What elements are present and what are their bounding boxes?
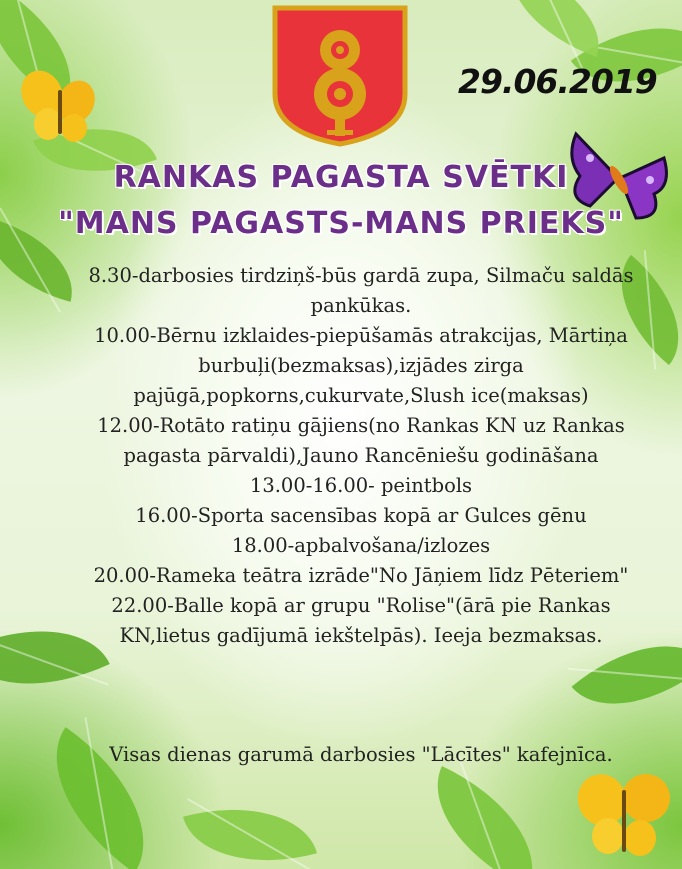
event-date: 29.06.2019 <box>458 62 657 101</box>
program-item: 8.30-darbosies tirdziņš-būs gardā zupa, Silmaču saldās pankūkas. <box>88 264 634 317</box>
program-item: 16.00-Sporta sacensības kopā ar Gulces gēnu <box>135 504 587 527</box>
poster-subtitle: "MANS PAGASTS-MANS PRIEKS" <box>58 206 624 241</box>
program-item: 12.00-Rotāto ratiņu gājiens(no Rankas KN uz Rankas pagasta pārvaldi),Jauno Rancēniešu godināšana <box>97 414 625 467</box>
program-item: 22.00-Balle kopā ar grupu "Rolise"(ārā pie Rankas KN,lietus gadījumā iekštelpās). Ieeja bezmaksas. <box>111 594 611 647</box>
leaf-decoration <box>493 0 617 57</box>
leaf-decoration <box>410 766 560 869</box>
leaf-decoration <box>183 786 317 869</box>
purple-butterfly-icon <box>566 128 672 228</box>
yellow-butterfly-icon <box>572 770 676 864</box>
program-item: 20.00-Rameka teātra izrāde"No Jāņiem līdz Pēteriem" <box>93 564 629 587</box>
program-item: 10.00-Bērnu izklaides-piepūšamās atrakcijas, Mārtiņa burbuļi(bezmaksas),izjādes zirga pajūgā,popkorns,cukurvate,Slush ice(maksas) <box>94 324 628 407</box>
cafe-note: Visas dienas garumā darbosies "Lācītes" kafejnīca. <box>109 743 613 766</box>
program-item: 13.00-16.00- peintbols <box>249 474 473 497</box>
yellow-butterfly-icon <box>18 66 100 146</box>
poster-title: RANKAS PAGASTA SVĒTKI <box>113 160 569 195</box>
program-list <box>70 261 652 651</box>
coat-of-arms-icon <box>271 4 409 148</box>
program-item: 18.00-apbalvošana/izlozes <box>231 534 491 557</box>
